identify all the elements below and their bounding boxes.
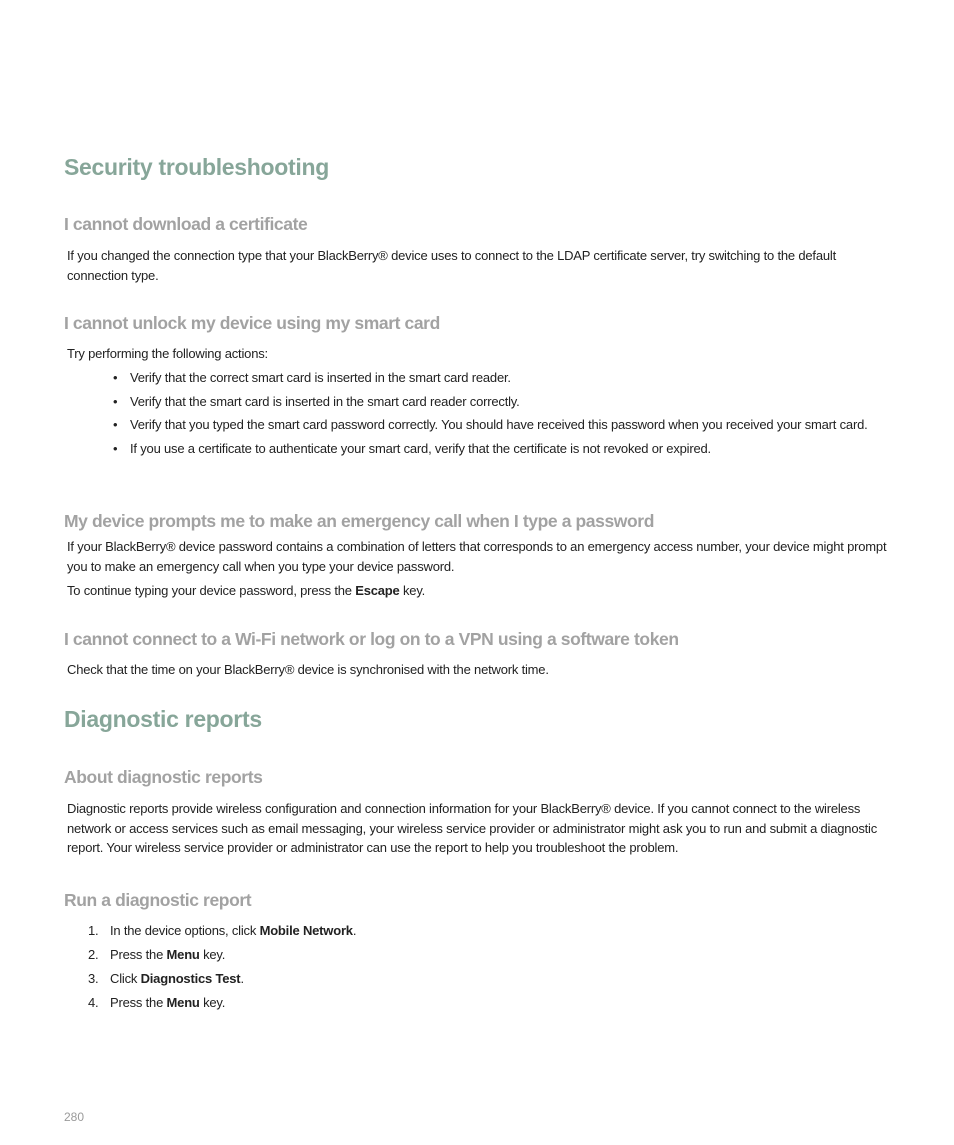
paragraph-emergency-call: If your BlackBerry® device password contains a combination of letters that corresponds to an emergency access number, your device might prompt you to make an emergency call when you type your device password. bbox=[67, 539, 887, 574]
paragraph-about-diagnostic: Diagnostic reports provide wireless configuration and connection information for your BlackBerry® device. If you cannot connect to the wireless network or access services such as email messaging, your wireless service provider or administrator might ask you to run and submit a diagnostic report. Your wireless service provider or administrator can use the report to help you troubleshoot the problem. bbox=[67, 801, 878, 855]
heading-about-diagnostic: About diagnostic reports bbox=[64, 767, 263, 787]
smart-card-action-list bbox=[113, 368, 897, 462]
list-item-text: Verify that the correct smart card is inserted in the smart card reader. bbox=[130, 370, 511, 385]
list-item-text: Verify that you typed the smart card password correctly. You should have received this password when you received your smart card. bbox=[130, 417, 868, 432]
section-title-security: Security troubleshooting bbox=[64, 154, 329, 180]
list-item bbox=[113, 415, 897, 435]
list-item bbox=[113, 392, 897, 412]
list-item bbox=[113, 368, 897, 388]
run-diagnostic-steps bbox=[88, 921, 788, 1017]
list-item-text: Verify that the smart card is inserted in the smart card reader correctly. bbox=[130, 393, 520, 409]
paragraph-download-certificate: If you changed the connection type that your BlackBerry® device uses to connect to the LDAP certificate server, try switching to the default connection type. bbox=[67, 248, 836, 283]
step-item: 2. Press the Menu key. bbox=[88, 947, 226, 962]
heading-smart-card: I cannot unlock my device using my smart card bbox=[64, 313, 440, 333]
page-number: 280 bbox=[64, 1110, 85, 1124]
step-item: 1. In the device options, click Mobile Network. bbox=[88, 923, 357, 938]
section-title-diagnostic: Diagnostic reports bbox=[64, 706, 262, 732]
ui-label: Diagnostics Test bbox=[140, 971, 241, 986]
paragraph-smart-card-intro: Try performing the following actions: bbox=[67, 346, 268, 361]
step-item: 3. Click Diagnostics Test. bbox=[88, 971, 244, 986]
bullet-icon: • bbox=[113, 417, 118, 432]
heading-run-diagnostic: Run a diagnostic report bbox=[64, 890, 252, 910]
ui-label: Menu bbox=[166, 995, 200, 1010]
paragraph-escape-key: To continue typing your device password, press the Escape key. bbox=[67, 583, 426, 598]
bullet-icon: • bbox=[113, 370, 118, 385]
ui-label: Menu bbox=[166, 947, 200, 962]
list-item bbox=[113, 439, 897, 459]
escape-key-label: Escape bbox=[355, 583, 400, 598]
ui-label: Mobile Network bbox=[259, 923, 353, 938]
heading-download-certificate: I cannot download a certificate bbox=[64, 214, 308, 234]
bullet-icon: • bbox=[113, 440, 118, 456]
heading-emergency-call: My device prompts me to make an emergency call when I type a password bbox=[64, 511, 654, 531]
list-item-text: If you use a certificate to authenticate your smart card, verify that the certificate is not revoked or expired. bbox=[130, 440, 711, 456]
heading-wifi-vpn: I cannot connect to a Wi-Fi network or log on to a VPN using a software token bbox=[64, 629, 679, 649]
paragraph-wifi-vpn: Check that the time on your BlackBerry® device is synchronised with the network time. bbox=[67, 662, 549, 677]
step-item: 4. Press the Menu key. bbox=[88, 995, 226, 1010]
bullet-icon: • bbox=[113, 393, 118, 409]
